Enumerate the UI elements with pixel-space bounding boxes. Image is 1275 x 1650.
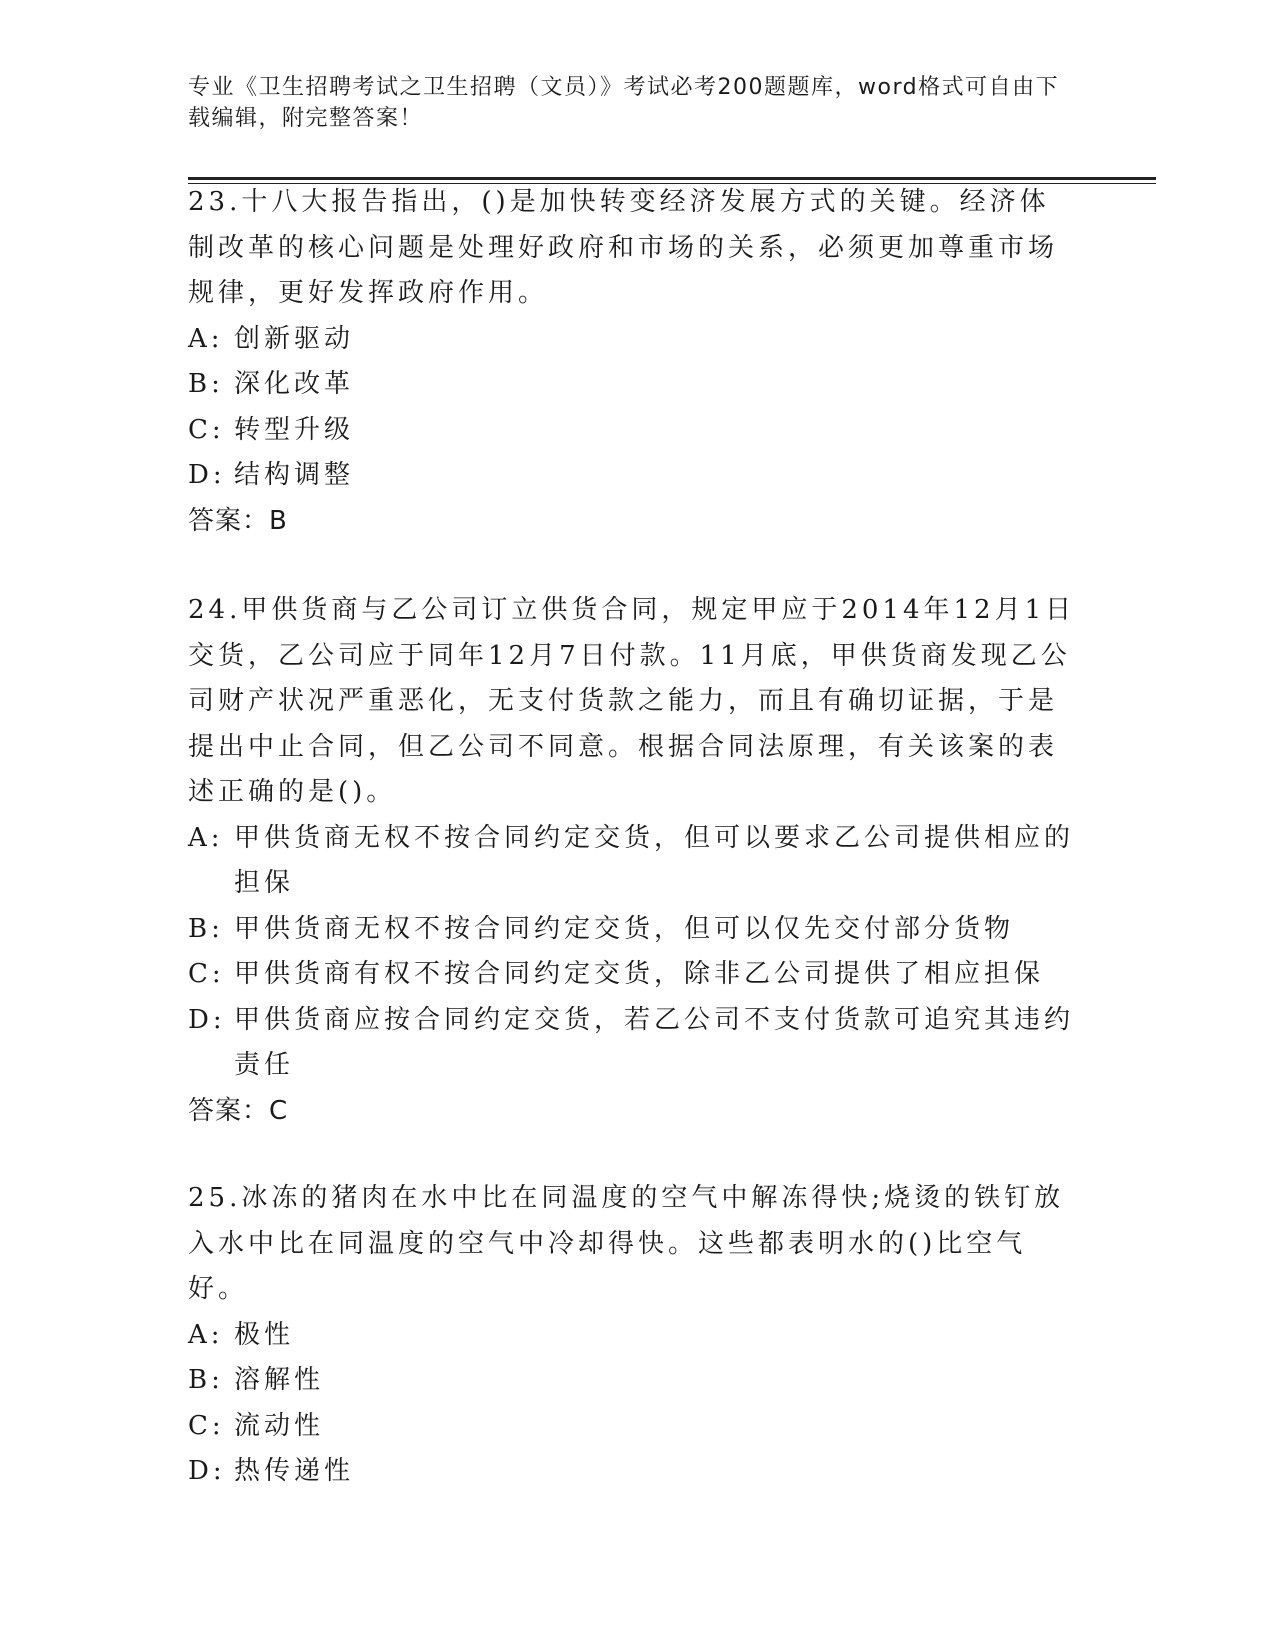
- option-letter: B:: [188, 1365, 224, 1395]
- question-23: [188, 180, 1078, 544]
- option-c: [188, 952, 1078, 998]
- option-text: 甲供货商有权不按合同约定交货，除非乙公司提供了相应担保: [234, 959, 1045, 989]
- question-text: 23.十八大报告指出，()是加快转变经济发展方式的关键。经济体制改革的核心问题是处理好政府和市场的关系，必须更加尊重市场规律，更好发挥政府作用。: [188, 187, 1059, 308]
- option-text: 流动性: [234, 1410, 325, 1441]
- option-letter: C:: [188, 1410, 225, 1441]
- option-letter: D:: [188, 460, 226, 490]
- option-letter: C:: [188, 959, 225, 989]
- option-text: 极性: [234, 1319, 295, 1350]
- option-letter: B:: [188, 369, 224, 399]
- option-letter: D:: [188, 1004, 226, 1035]
- option-letter: A:: [188, 323, 224, 354]
- option-letter: B:: [188, 913, 224, 944]
- option-text: 转型升级: [234, 414, 355, 445]
- option-c: [188, 1404, 1078, 1450]
- option-a: [188, 317, 1078, 363]
- option-d: [188, 1449, 1078, 1495]
- option-text: 甲供货商应按合同约定交货，若乙公司不支付货款可追究其违约责任: [234, 1004, 1075, 1080]
- option-letter: C:: [188, 414, 225, 445]
- option-c: [188, 408, 1078, 454]
- option-d: [188, 453, 1078, 499]
- option-text: 热传递性: [234, 1456, 355, 1486]
- option-a: [188, 816, 1078, 907]
- option-d: [188, 998, 1078, 1089]
- option-letter: A:: [188, 1319, 224, 1350]
- question-text: 25.冰冻的猪肉在水中比在同温度的空气中解冻得快;烧烫的铁钉放入水中比在同温度的空气中冷却得快。这些都表明水的()比空气好。: [188, 1183, 1065, 1304]
- question-24: [188, 588, 1078, 1134]
- answer-line: 答案：C: [188, 1095, 289, 1126]
- document-header: 专业《卫生招聘考试之卫生招聘（文员）》考试必考200题题库，word格式可自由下载编辑，附完整答案！: [188, 75, 1060, 131]
- option-text: 创新驱动: [234, 323, 355, 354]
- option-text: 甲供货商无权不按合同约定交货，但可以要求乙公司提供相应的担保: [234, 822, 1075, 898]
- option-letter: A:: [188, 822, 224, 853]
- question-25: [188, 1176, 1078, 1495]
- option-letter: D:: [188, 1456, 226, 1486]
- option-b: [188, 1358, 1078, 1404]
- option-b: [188, 907, 1078, 953]
- answer-line: 答案：B: [188, 505, 288, 536]
- option-b: [188, 362, 1078, 408]
- option-a: [188, 1313, 1078, 1359]
- option-text: 深化改革: [234, 369, 355, 399]
- option-text: 结构调整: [234, 460, 355, 490]
- question-text: 24.甲供货商与乙公司订立供货合同，规定甲应于2014年12月1日交货，乙公司应于同年12月7日付款。11月底，甲供货商发现乙公司财产状况严重恶化，无支付货款之能力，而且有确切证据，于是提出中止合同，但乙公司不同意。根据合同法原理，有关该案的表述正确的是()。: [188, 595, 1076, 807]
- option-text: 溶解性: [234, 1365, 325, 1395]
- option-text: 甲供货商无权不按合同约定交货，但可以仅先交付部分货物: [234, 913, 1015, 944]
